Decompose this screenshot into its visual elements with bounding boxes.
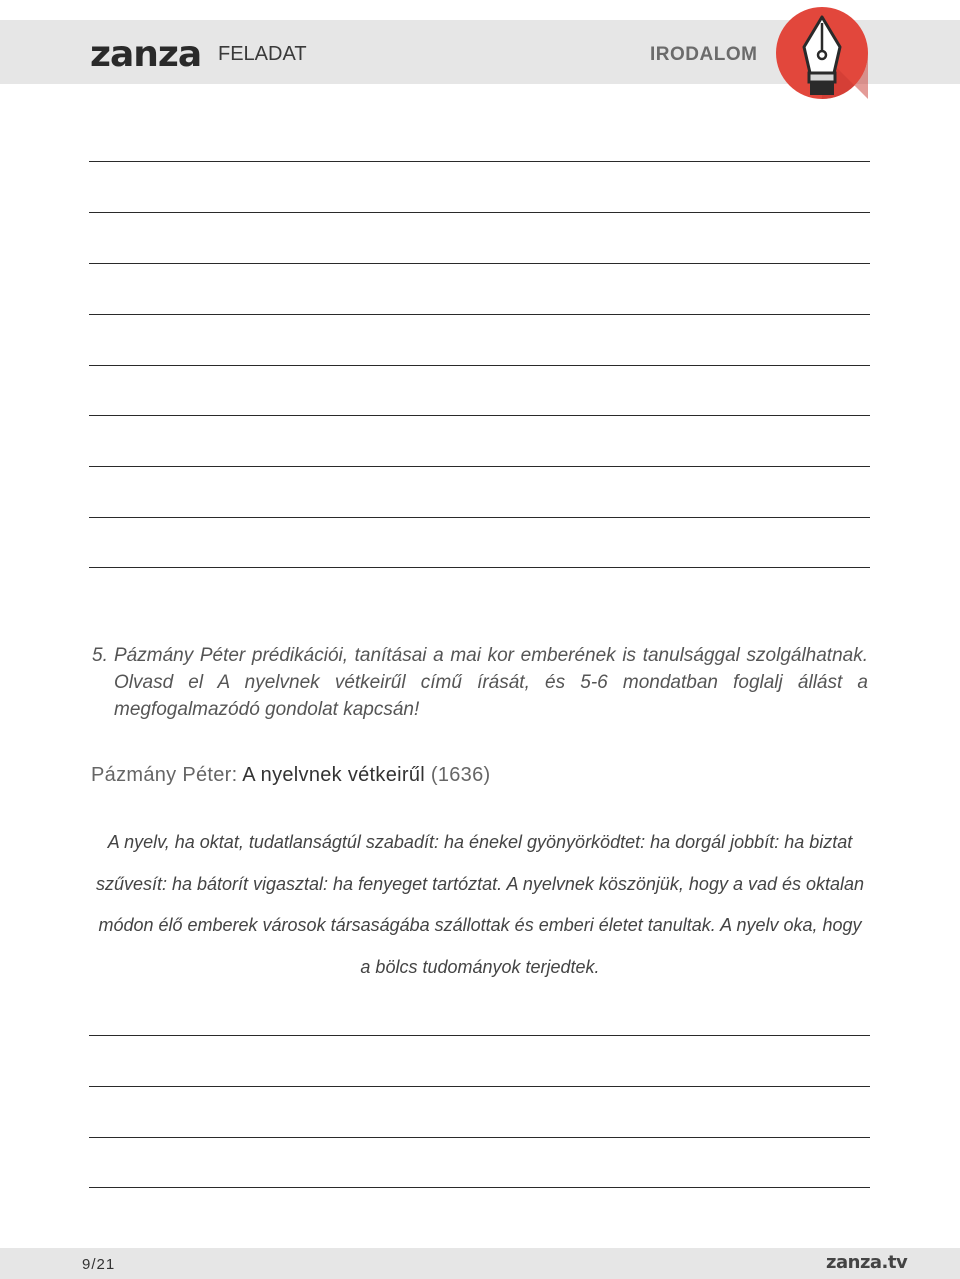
task-text: Pázmány Péter prédikációi, tanításai a mai kor emberének is tanulsággal szolgálhatnak. Olvasd el A nyelvnek vétkeirűl című írását, és 5-6 mondatban foglalj állást a megfogalmazódó gondolat kapcsán! [114,645,868,720]
answer-line[interactable] [89,1187,870,1188]
answer-line[interactable] [89,1086,870,1087]
answer-line[interactable] [89,263,870,264]
source-author: Pázmány Péter: [91,764,243,786]
task-number: 5. [92,645,108,666]
answer-line[interactable] [89,365,870,366]
source-year: (1636) [425,764,491,786]
answer-line[interactable] [89,212,870,213]
source-title: A nyelvnek vétkeirűl [242,764,426,786]
page-footer [0,1248,960,1279]
answer-line[interactable] [89,466,870,467]
answer-line[interactable] [89,1137,870,1138]
subject-label: IRODALOM [650,44,758,65]
source-reference [91,764,491,787]
answer-line[interactable] [89,314,870,315]
page-number: 9/21 [82,1256,116,1273]
header-label: FELADAT [218,43,307,65]
answer-line[interactable] [89,1035,870,1036]
fountain-pen-icon [776,7,868,99]
answer-line[interactable] [89,567,870,568]
quote-text: A nyelv, ha oktat, tudatlanságtúl szabadít: ha énekel gyönyörködtet: ha dorgál jobbít: ha biztat szűvesít: ha bátorít vigasztal: ha fenyeget tartóztat. A nyelvnek köszönjük, hogy a vad és oktalan módon élő emberek városok társaságába szállottak és emberi életet tanultak. A nyelv oka, hogy a bölcs tudományok terjedtek. [95,832,865,977]
answer-line[interactable] [89,161,870,162]
answer-line[interactable] [89,415,870,416]
zanza-logo: zanza [90,34,202,75]
task-prompt [92,642,868,723]
brand-logo: zanza.tv [826,1252,908,1273]
answer-line[interactable] [89,517,870,518]
